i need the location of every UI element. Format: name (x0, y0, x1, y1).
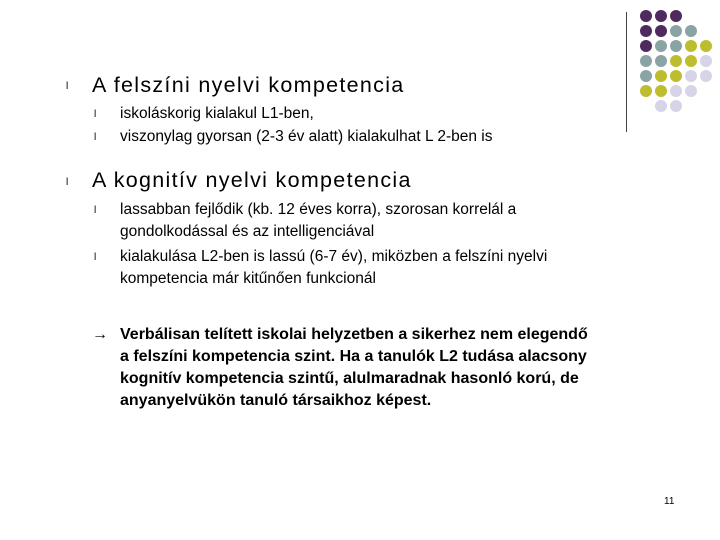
bullet-icon: l (66, 177, 69, 188)
decorative-dot (640, 40, 652, 52)
decorative-dot (655, 85, 667, 97)
bullet-icon: l (94, 205, 97, 216)
decorative-dot (670, 100, 682, 112)
list-item: viszonylag gyorsan (2-3 év alatt) kialakulhat L 2-ben is (120, 128, 493, 145)
decorative-dot (685, 25, 697, 37)
decorative-dot (670, 25, 682, 37)
list-item: iskoláskorig kialakul L1-ben, (120, 105, 314, 122)
decorative-dot (700, 55, 712, 67)
decorative-dot (670, 70, 682, 82)
bullet-icon: l (94, 109, 97, 120)
decorative-dot (655, 55, 667, 67)
decorative-dot (655, 70, 667, 82)
decorative-dot (670, 55, 682, 67)
conclusion-text: Verbálisan telített iskolai helyzetben a sikerhez nem elegendő a felszíni kompetencia szint. Ha a tanulók L2 tudása alacsony kognitív kompetencia szintű, alulmaradnak hasonló korú, de anyanyelvükön tanuló társaikhoz képest. (120, 326, 588, 409)
decorative-vertical-line (626, 12, 627, 132)
decorative-dot (655, 10, 667, 22)
decorative-dot (700, 70, 712, 82)
decorative-dot (640, 55, 652, 67)
bullet-icon: l (94, 252, 97, 263)
page-number: 11 (664, 496, 675, 507)
decorative-dot (655, 40, 667, 52)
decorative-dot (640, 70, 652, 82)
bullet-icon: l (94, 132, 97, 143)
arrow-icon: → (92, 326, 108, 343)
decorative-dot-grid (640, 10, 720, 120)
decorative-dot (640, 10, 652, 22)
list-item: kialakulása L2-ben is lassú (6-7 év), miközben a felszíni nyelvi kompetencia már kitűnően funkcionál (120, 248, 548, 287)
decorative-dot (640, 25, 652, 37)
decorative-dot (685, 40, 697, 52)
decorative-dot (700, 40, 712, 52)
decorative-dot (670, 10, 682, 22)
decorative-dot (685, 55, 697, 67)
section-heading-felszini: A felszíni nyelvi kompetencia (92, 73, 405, 97)
section-heading-kognitiv: A kognitív nyelvi kompetencia (92, 168, 412, 192)
decorative-dot (655, 100, 667, 112)
bullet-icon: l (66, 81, 69, 92)
list-item: lassabban fejlődik (kb. 12 éves korra), szorosan korrelál a gondolkodással és az intelligenciával (120, 201, 517, 240)
decorative-dot (670, 85, 682, 97)
decorative-dot (655, 25, 667, 37)
decorative-dot (685, 70, 697, 82)
decorative-dot (640, 85, 652, 97)
decorative-dot (670, 40, 682, 52)
decorative-dot (685, 85, 697, 97)
